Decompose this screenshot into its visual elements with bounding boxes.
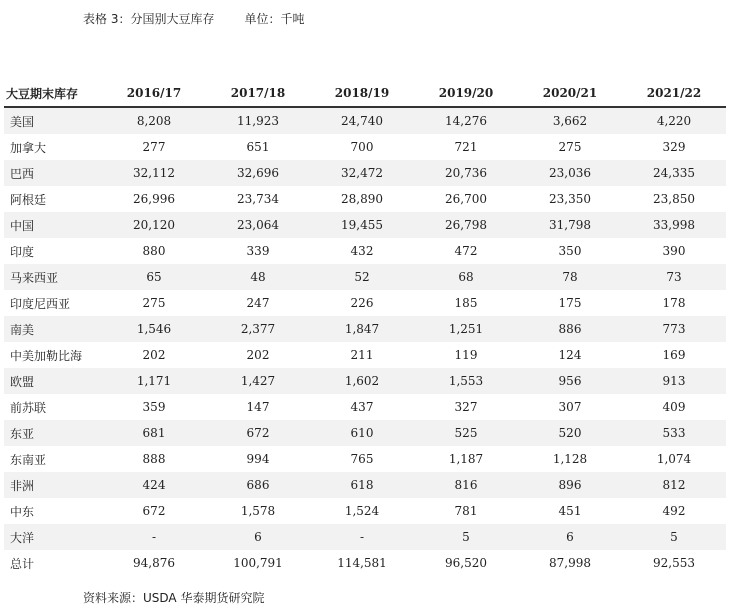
value-cell: 20,120 bbox=[102, 212, 206, 238]
value-cell: 78 bbox=[518, 264, 622, 290]
value-cell: 472 bbox=[414, 238, 518, 264]
value-cell: 1,074 bbox=[622, 446, 726, 472]
value-cell: 23,734 bbox=[206, 186, 310, 212]
table-row bbox=[4, 316, 726, 342]
value-cell: - bbox=[310, 524, 414, 550]
table-row bbox=[4, 368, 726, 394]
table-caption bbox=[83, 10, 304, 27]
value-cell: 32,472 bbox=[310, 160, 414, 186]
value-cell: 700 bbox=[310, 134, 414, 160]
value-cell: 956 bbox=[518, 368, 622, 394]
value-cell: 329 bbox=[622, 134, 726, 160]
value-cell: - bbox=[102, 524, 206, 550]
source-note: 资料来源：USDA 华泰期货研究院 bbox=[83, 591, 265, 605]
column-header: 2019/20 bbox=[414, 80, 518, 107]
value-cell: 275 bbox=[102, 290, 206, 316]
table-row bbox=[4, 134, 726, 160]
value-cell: 327 bbox=[414, 394, 518, 420]
value-cell: 87,998 bbox=[518, 550, 622, 576]
value-cell: 169 bbox=[622, 342, 726, 368]
value-cell: 533 bbox=[622, 420, 726, 446]
region-cell: 马来西亚 bbox=[4, 264, 102, 290]
soybean-inventory-table bbox=[4, 80, 726, 576]
value-cell: 277 bbox=[102, 134, 206, 160]
column-header: 2020/21 bbox=[518, 80, 622, 107]
region-cell: 印度 bbox=[4, 238, 102, 264]
value-cell: 1,187 bbox=[414, 446, 518, 472]
column-header: 2017/18 bbox=[206, 80, 310, 107]
value-cell: 525 bbox=[414, 420, 518, 446]
value-cell: 5 bbox=[622, 524, 726, 550]
value-cell: 48 bbox=[206, 264, 310, 290]
value-cell: 994 bbox=[206, 446, 310, 472]
value-cell: 92,553 bbox=[622, 550, 726, 576]
value-cell: 26,996 bbox=[102, 186, 206, 212]
value-cell: 1,171 bbox=[102, 368, 206, 394]
value-cell: 32,696 bbox=[206, 160, 310, 186]
value-cell: 52 bbox=[310, 264, 414, 290]
value-cell: 32,112 bbox=[102, 160, 206, 186]
region-cell: 大洋 bbox=[4, 524, 102, 550]
value-cell: 1,553 bbox=[414, 368, 518, 394]
value-cell: 880 bbox=[102, 238, 206, 264]
value-cell: 6 bbox=[518, 524, 622, 550]
value-cell: 24,740 bbox=[310, 107, 414, 134]
value-cell: 65 bbox=[102, 264, 206, 290]
table-row bbox=[4, 186, 726, 212]
value-cell: 19,455 bbox=[310, 212, 414, 238]
region-cell: 印度尼西亚 bbox=[4, 290, 102, 316]
value-cell: 26,798 bbox=[414, 212, 518, 238]
value-cell: 610 bbox=[310, 420, 414, 446]
value-cell: 1,128 bbox=[518, 446, 622, 472]
value-cell: 147 bbox=[206, 394, 310, 420]
region-cell: 中美加勒比海 bbox=[4, 342, 102, 368]
table-row bbox=[4, 498, 726, 524]
value-cell: 26,700 bbox=[414, 186, 518, 212]
value-cell: 409 bbox=[622, 394, 726, 420]
column-header: 2016/17 bbox=[102, 80, 206, 107]
value-cell: 672 bbox=[206, 420, 310, 446]
value-cell: 520 bbox=[518, 420, 622, 446]
table-row bbox=[4, 264, 726, 290]
value-cell: 24,335 bbox=[622, 160, 726, 186]
value-cell: 23,850 bbox=[622, 186, 726, 212]
value-cell: 119 bbox=[414, 342, 518, 368]
value-cell: 73 bbox=[622, 264, 726, 290]
table-unit: 单位：千吨 bbox=[244, 12, 305, 26]
header-label: 大豆期末库存 bbox=[4, 80, 102, 107]
value-cell: 31,798 bbox=[518, 212, 622, 238]
value-cell: 1,602 bbox=[310, 368, 414, 394]
value-cell: 773 bbox=[622, 316, 726, 342]
value-cell: 492 bbox=[622, 498, 726, 524]
value-cell: 114,581 bbox=[310, 550, 414, 576]
region-cell: 非洲 bbox=[4, 472, 102, 498]
value-cell: 672 bbox=[102, 498, 206, 524]
value-cell: 781 bbox=[414, 498, 518, 524]
value-cell: 618 bbox=[310, 472, 414, 498]
region-cell: 欧盟 bbox=[4, 368, 102, 394]
value-cell: 4,220 bbox=[622, 107, 726, 134]
value-cell: 20,736 bbox=[414, 160, 518, 186]
value-cell: 33,998 bbox=[622, 212, 726, 238]
value-cell: 14,276 bbox=[414, 107, 518, 134]
value-cell: 424 bbox=[102, 472, 206, 498]
value-cell: 432 bbox=[310, 238, 414, 264]
region-cell: 东亚 bbox=[4, 420, 102, 446]
value-cell: 247 bbox=[206, 290, 310, 316]
value-cell: 913 bbox=[622, 368, 726, 394]
value-cell: 68 bbox=[414, 264, 518, 290]
value-cell: 202 bbox=[206, 342, 310, 368]
region-cell: 东南亚 bbox=[4, 446, 102, 472]
value-cell: 765 bbox=[310, 446, 414, 472]
region-cell: 中国 bbox=[4, 212, 102, 238]
column-header: 2018/19 bbox=[310, 80, 414, 107]
value-cell: 100,791 bbox=[206, 550, 310, 576]
value-cell: 8,208 bbox=[102, 107, 206, 134]
table-row bbox=[4, 238, 726, 264]
value-cell: 681 bbox=[102, 420, 206, 446]
value-cell: 307 bbox=[518, 394, 622, 420]
value-cell: 124 bbox=[518, 342, 622, 368]
region-cell: 总计 bbox=[4, 550, 102, 576]
table-title: 表格 3：分国别大豆库存 bbox=[83, 12, 215, 26]
value-cell: 888 bbox=[102, 446, 206, 472]
value-cell: 1,546 bbox=[102, 316, 206, 342]
value-cell: 226 bbox=[310, 290, 414, 316]
value-cell: 28,890 bbox=[310, 186, 414, 212]
region-cell: 南美 bbox=[4, 316, 102, 342]
table-row bbox=[4, 160, 726, 186]
value-cell: 350 bbox=[518, 238, 622, 264]
value-cell: 721 bbox=[414, 134, 518, 160]
value-cell: 390 bbox=[622, 238, 726, 264]
value-cell: 1,427 bbox=[206, 368, 310, 394]
table-row bbox=[4, 290, 726, 316]
value-cell: 651 bbox=[206, 134, 310, 160]
value-cell: 185 bbox=[414, 290, 518, 316]
region-cell: 美国 bbox=[4, 107, 102, 134]
table-row bbox=[4, 524, 726, 550]
region-cell: 中东 bbox=[4, 498, 102, 524]
table-row bbox=[4, 342, 726, 368]
value-cell: 451 bbox=[518, 498, 622, 524]
value-cell: 2,377 bbox=[206, 316, 310, 342]
value-cell: 3,662 bbox=[518, 107, 622, 134]
value-cell: 211 bbox=[310, 342, 414, 368]
value-cell: 178 bbox=[622, 290, 726, 316]
table-row bbox=[4, 394, 726, 420]
region-cell: 加拿大 bbox=[4, 134, 102, 160]
value-cell: 816 bbox=[414, 472, 518, 498]
value-cell: 339 bbox=[206, 238, 310, 264]
value-cell: 6 bbox=[206, 524, 310, 550]
value-cell: 1,251 bbox=[414, 316, 518, 342]
value-cell: 23,064 bbox=[206, 212, 310, 238]
value-cell: 1,578 bbox=[206, 498, 310, 524]
region-cell: 阿根廷 bbox=[4, 186, 102, 212]
table-row bbox=[4, 446, 726, 472]
value-cell: 1,524 bbox=[310, 498, 414, 524]
value-cell: 94,876 bbox=[102, 550, 206, 576]
value-cell: 359 bbox=[102, 394, 206, 420]
region-cell: 前苏联 bbox=[4, 394, 102, 420]
table-row bbox=[4, 550, 726, 576]
value-cell: 812 bbox=[622, 472, 726, 498]
region-cell: 巴西 bbox=[4, 160, 102, 186]
table-row bbox=[4, 107, 726, 134]
column-header: 2021/22 bbox=[622, 80, 726, 107]
value-cell: 202 bbox=[102, 342, 206, 368]
value-cell: 96,520 bbox=[414, 550, 518, 576]
value-cell: 23,036 bbox=[518, 160, 622, 186]
value-cell: 686 bbox=[206, 472, 310, 498]
table-body bbox=[4, 107, 726, 576]
value-cell: 175 bbox=[518, 290, 622, 316]
value-cell: 11,923 bbox=[206, 107, 310, 134]
value-cell: 275 bbox=[518, 134, 622, 160]
table-row bbox=[4, 472, 726, 498]
value-cell: 886 bbox=[518, 316, 622, 342]
value-cell: 437 bbox=[310, 394, 414, 420]
table-row bbox=[4, 420, 726, 446]
value-cell: 23,350 bbox=[518, 186, 622, 212]
value-cell: 1,847 bbox=[310, 316, 414, 342]
value-cell: 5 bbox=[414, 524, 518, 550]
table-header-row bbox=[4, 80, 726, 107]
table-row bbox=[4, 212, 726, 238]
value-cell: 896 bbox=[518, 472, 622, 498]
